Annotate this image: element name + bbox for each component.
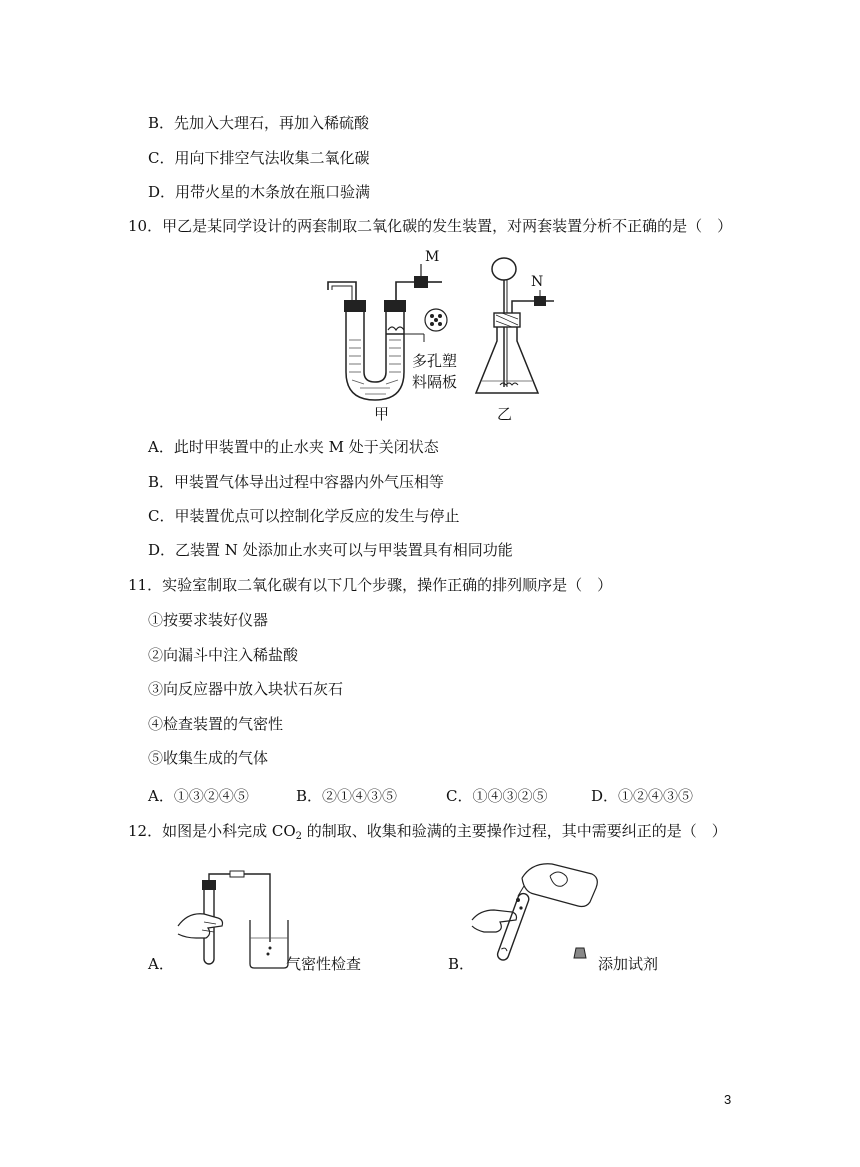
q10-option-d: D．乙装置 N 处添加止水夹可以与甲装置具有相同功能 (148, 541, 513, 559)
q10-option-b: B．甲装置气体导出过程中容器内外气压相等 (148, 473, 445, 491)
adding-reagent-figure (466, 856, 616, 968)
q11-choice-a: A．①③②④⑤ (148, 787, 249, 805)
q12-stem-text-2: 的制取、收集和验满的主要操作过程，其中需要纠正的是（ ） (302, 822, 727, 840)
q11-step: ②向漏斗中注入稀盐酸 (148, 646, 299, 664)
apparatus-jia-figure (320, 250, 470, 420)
q11-step: ③向反应器中放入块状石灰石 (148, 680, 344, 698)
q9-option-b: B．先加入大理石，再加入稀硫酸 (148, 114, 370, 132)
q10-option-a: A．此时甲装置中的止水夹 M 处于关闭状态 (148, 438, 439, 456)
q12-stem-text-1: 12．如图是小科完成 CO (128, 822, 296, 840)
clamp-m-label: M (425, 249, 440, 265)
airtightness-check-figure (172, 864, 282, 974)
q9-option-c: C．用向下排空气法收集二氧化碳 (148, 149, 370, 167)
q12-option-a-letter: A． (148, 955, 174, 973)
q12-option-b-letter: B． (448, 955, 475, 973)
page-number: 3 (724, 1092, 732, 1107)
q11-step: ⑤收集生成的气体 (148, 749, 269, 767)
q11-choice-d: D．①②④③⑤ (591, 787, 694, 805)
q12-option-b-caption: 添加试剂 (598, 955, 659, 973)
q10-option-c: C．甲装置优点可以控制化学反应的发生与停止 (148, 507, 460, 525)
q10-stem: 10．甲乙是某同学设计的两套制取二氧化碳的发生装置，对两套装置分析不正确的是（ ） (128, 217, 733, 235)
apparatus-yi-figure (470, 255, 570, 405)
q9-option-d: D．用带火星的木条放在瓶口验满 (148, 183, 371, 201)
caption-jia: 甲 (374, 405, 390, 423)
q11-choice-b: B．②①④③⑤ (296, 787, 398, 805)
q11-stem: 11．实验室制取二氧化碳有以下几个步骤，操作正确的排列顺序是（ ） (128, 576, 613, 594)
q11-step: ④检查装置的气密性 (148, 715, 284, 733)
porous-plate-label-2: 料隔板 (412, 373, 458, 391)
caption-yi: 乙 (497, 405, 513, 423)
q11-step: ①按要求装好仪器 (148, 611, 269, 629)
q11-choice-c: C．①④③②⑤ (446, 787, 548, 805)
q12-stem (128, 821, 727, 847)
porous-plate-label-1: 多孔塑 (412, 352, 458, 370)
q12-option-a-caption: 气密性检查 (286, 955, 362, 973)
q12-stem-subscript: 2 (295, 831, 303, 842)
clamp-n-label: N (531, 274, 544, 290)
